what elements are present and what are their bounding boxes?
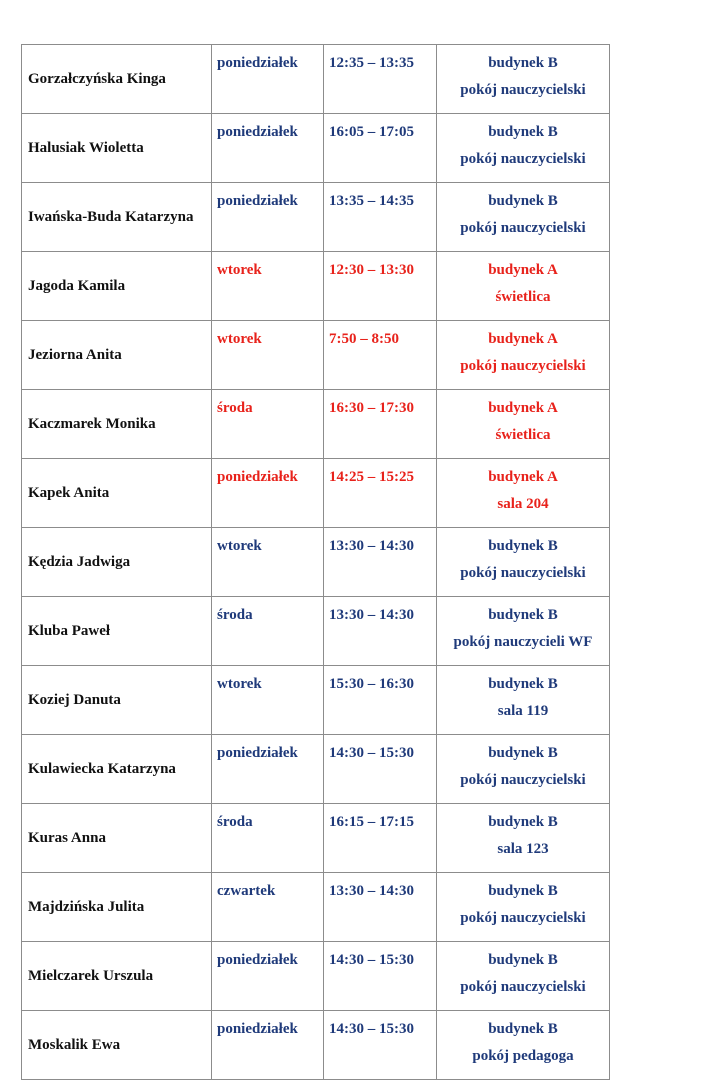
room: pokój nauczycielski (460, 220, 586, 236)
consultation-time: 16:15 – 17:15 (324, 804, 437, 873)
building: budynek B (488, 676, 558, 692)
consultation-location (437, 597, 610, 666)
consultation-location (437, 735, 610, 804)
room: sala 119 (497, 703, 549, 719)
table-row (22, 114, 610, 183)
consultation-location (437, 1011, 610, 1080)
consultation-time: 13:30 – 14:30 (324, 597, 437, 666)
consultation-time: 12:30 – 13:30 (324, 252, 437, 321)
table-row (22, 666, 610, 735)
table-row (22, 183, 610, 252)
schedule-body (22, 45, 610, 1080)
consultation-time: 13:30 – 14:30 (324, 873, 437, 942)
consultation-day: poniedziałek (212, 459, 324, 528)
room: pokój nauczycielski (460, 772, 586, 788)
teacher-name: Iwańska-Buda Katarzyna (22, 183, 212, 252)
room: pokój nauczycielski (460, 358, 586, 374)
consultation-location (437, 390, 610, 459)
consultation-day: środa (212, 597, 324, 666)
building: budynek B (488, 193, 558, 209)
consultation-location (437, 114, 610, 183)
consultation-day: poniedziałek (212, 183, 324, 252)
table-row (22, 1011, 610, 1080)
teacher-name: Kulawiecka Katarzyna (22, 735, 212, 804)
consultation-time: 14:30 – 15:30 (324, 1011, 437, 1080)
teacher-name: Kaczmarek Monika (22, 390, 212, 459)
table-row (22, 597, 610, 666)
consultation-day: wtorek (212, 252, 324, 321)
consultation-schedule-table (21, 44, 610, 1080)
building: budynek B (488, 538, 558, 554)
room: pokój nauczycielski (460, 979, 586, 995)
building: budynek B (488, 55, 558, 71)
consultation-location (437, 528, 610, 597)
consultation-location (437, 252, 610, 321)
consultation-time: 13:30 – 14:30 (324, 528, 437, 597)
room: świetlica (495, 289, 551, 305)
consultation-time: 16:30 – 17:30 (324, 390, 437, 459)
consultation-day: poniedziałek (212, 1011, 324, 1080)
room: pokój nauczycielski (460, 82, 586, 98)
table-row (22, 804, 610, 873)
consultation-location (437, 321, 610, 390)
table-row (22, 45, 610, 114)
consultation-location (437, 459, 610, 528)
consultation-day: poniedziałek (212, 45, 324, 114)
consultation-day: wtorek (212, 666, 324, 735)
room: sala 123 (497, 841, 549, 857)
teacher-name: Koziej Danuta (22, 666, 212, 735)
table-row (22, 390, 610, 459)
room: świetlica (495, 427, 551, 443)
consultation-location (437, 666, 610, 735)
table-row (22, 252, 610, 321)
consultation-time: 13:35 – 14:35 (324, 183, 437, 252)
consultation-location (437, 45, 610, 114)
building: budynek A (488, 331, 558, 347)
teacher-name: Kędzia Jadwiga (22, 528, 212, 597)
building: budynek B (488, 124, 558, 140)
consultation-location (437, 942, 610, 1011)
teacher-name: Gorzałczyńska Kinga (22, 45, 212, 114)
consultation-location (437, 873, 610, 942)
table-row (22, 528, 610, 597)
building: budynek B (488, 952, 558, 968)
room: pokój pedagoga (472, 1048, 574, 1064)
teacher-name: Kapek Anita (22, 459, 212, 528)
consultation-time: 14:30 – 15:30 (324, 735, 437, 804)
teacher-name: Jeziorna Anita (22, 321, 212, 390)
building: budynek B (488, 883, 558, 899)
building: budynek A (488, 262, 558, 278)
consultation-time: 15:30 – 16:30 (324, 666, 437, 735)
building: budynek B (488, 745, 558, 761)
consultation-time: 7:50 – 8:50 (324, 321, 437, 390)
teacher-name: Mielczarek Urszula (22, 942, 212, 1011)
room: pokój nauczycielski (460, 565, 586, 581)
table-row (22, 735, 610, 804)
building: budynek A (488, 469, 558, 485)
consultation-day: czwartek (212, 873, 324, 942)
teacher-name: Majdzińska Julita (22, 873, 212, 942)
consultation-day: wtorek (212, 321, 324, 390)
room: sala 204 (497, 496, 549, 512)
teacher-name: Halusiak Wioletta (22, 114, 212, 183)
table-row (22, 942, 610, 1011)
teacher-name: Kluba Paweł (22, 597, 212, 666)
teacher-name: Jagoda Kamila (22, 252, 212, 321)
room: pokój nauczycieli WF (453, 634, 593, 650)
building: budynek B (488, 814, 558, 830)
consultation-location (437, 183, 610, 252)
table-row (22, 873, 610, 942)
consultation-day: środa (212, 804, 324, 873)
consultation-day: poniedziałek (212, 942, 324, 1011)
room: pokój nauczycielski (460, 910, 586, 926)
consultation-time: 16:05 – 17:05 (324, 114, 437, 183)
building: budynek B (488, 607, 558, 623)
consultation-time: 14:30 – 15:30 (324, 942, 437, 1011)
consultation-day: środa (212, 390, 324, 459)
consultation-time: 14:25 – 15:25 (324, 459, 437, 528)
consultation-day: poniedziałek (212, 114, 324, 183)
consultation-day: poniedziałek (212, 735, 324, 804)
consultation-time: 12:35 – 13:35 (324, 45, 437, 114)
teacher-name: Moskalik Ewa (22, 1011, 212, 1080)
consultation-day: wtorek (212, 528, 324, 597)
table-row (22, 459, 610, 528)
teacher-name: Kuras Anna (22, 804, 212, 873)
building: budynek A (488, 400, 558, 416)
room: pokój nauczycielski (460, 151, 586, 167)
building: budynek B (488, 1021, 558, 1037)
consultation-location (437, 804, 610, 873)
table-row (22, 321, 610, 390)
